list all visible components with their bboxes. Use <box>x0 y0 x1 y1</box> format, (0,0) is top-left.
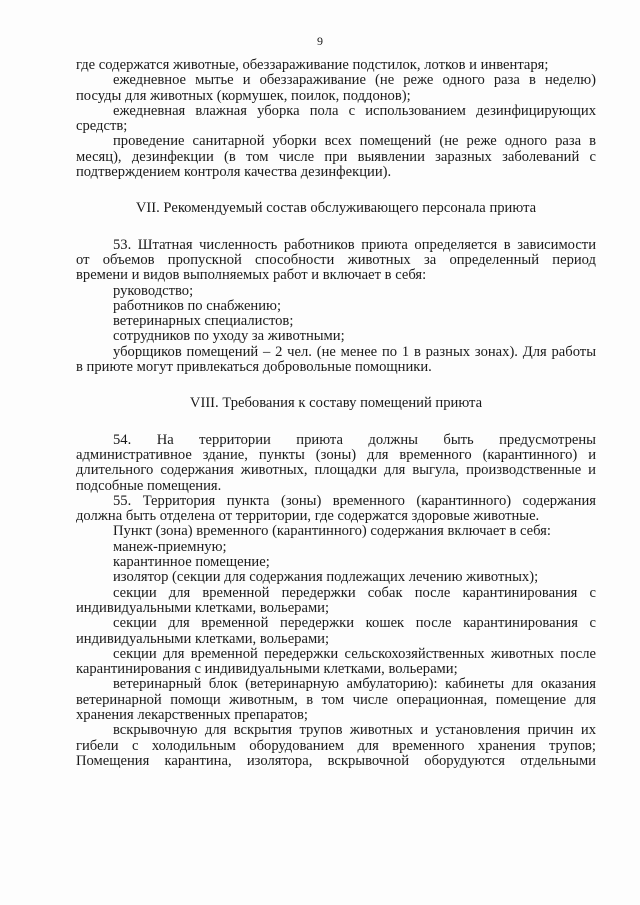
text-line: Помещения карантина, изолятора, вскрывочной оборудуются отдельными <box>76 752 596 769</box>
page-number: 9 <box>317 34 323 48</box>
text-line: карантинирования с индивидуальными клетками, вольерами; <box>76 661 458 678</box>
list-item: манеж-приемную; <box>113 538 227 555</box>
section-heading-viii: VIII. Требования к составу помещений приюта <box>189 395 483 412</box>
text-line: гибели с холодильным оборудованием для временного хранения трупов; <box>76 737 596 754</box>
text-line: Пункт (зона) временного (карантинного) содержания включает в себя: <box>113 523 551 540</box>
list-item: секции для временной передержки сельскохозяйственных животных после <box>113 645 596 662</box>
text-line: подсобные помещения. <box>76 477 222 494</box>
text-line: административное здание, пункты (зоны) для временного (карантинного) и <box>76 446 596 463</box>
text-line: хранения лекарственных препаратов; <box>76 706 308 723</box>
list-item: ветеринарных специалистов; <box>113 313 294 330</box>
text-line: проведение санитарной уборки всех помещений (не реже одного раза в <box>113 133 596 150</box>
document-body <box>76 58 596 769</box>
text-line: времени и видов выполняемых работ и включает в себя: <box>76 267 427 284</box>
text-line: 55. Территория пункта (зоны) временного (карантинного) содержания <box>113 492 596 509</box>
list-item: работников по снабжению; <box>113 297 282 314</box>
list-item: изолятор (секции для содержания подлежащих лечению животных); <box>113 569 539 586</box>
list-item: карантинное помещение; <box>113 554 270 571</box>
text-line: индивидуальными клетками, вольерами; <box>76 599 330 616</box>
text-line: средств; <box>76 118 128 135</box>
text-line: в приюте могут привлекаться добровольные помощники. <box>76 359 432 376</box>
list-item: вскрывочную для вскрытия трупов животных и установления причин их <box>113 722 596 739</box>
list-item: сотрудников по уходу за животными; <box>113 328 345 345</box>
list-item: секции для временной передержки собак после карантинирования с <box>113 584 596 601</box>
list-item: уборщиков помещений – 2 чел. (не менее по 1 в разных зонах). Для работы <box>113 343 596 360</box>
text-line: посуды для животных (кормушек, поилок, поддонов); <box>76 87 411 104</box>
list-item: ветеринарный блок (ветеринарную амбулаторию): кабинеты для оказания <box>113 676 596 693</box>
section-heading-vii: VII. Рекомендуемый состав обслуживающего персонала приюта <box>135 200 537 217</box>
list-item: руководство; <box>113 282 194 299</box>
text-line: 53. Штатная численность работников приюта определяется в зависимости <box>113 236 596 253</box>
text-line: где содержатся животные, обеззараживание подстилок, лотков и инвентаря; <box>76 57 549 73</box>
text-line: индивидуальными клетками, вольерами; <box>76 630 330 647</box>
text-line: ежедневное мытье и обеззараживание (не реже одного раза в неделю) <box>113 72 596 89</box>
text-line: месяц), дезинфекции (в том числе при выявлении заразных заболеваний с <box>76 148 596 165</box>
text-line: подтверждением контроля качества дезинфекции). <box>76 164 392 181</box>
text-line: длительного содержания животных, площадки для выгула, производственные и <box>76 462 596 479</box>
text-line: 54. На территории приюта должны быть предусмотрены <box>113 431 596 448</box>
list-item: секции для временной передержки кошек после карантинирования с <box>113 615 596 632</box>
text-line: ежедневная влажная уборка пола с использованием дезинфицирующих <box>113 102 596 119</box>
text-line: должна быть отделена от территории, где содержатся здоровые животные. <box>76 508 540 525</box>
text-line: от объемов пропускной способности животных за определенный период <box>76 251 596 268</box>
text-line: ветеринарной помощи животным, в том числе операционная, помещение для <box>76 691 596 708</box>
